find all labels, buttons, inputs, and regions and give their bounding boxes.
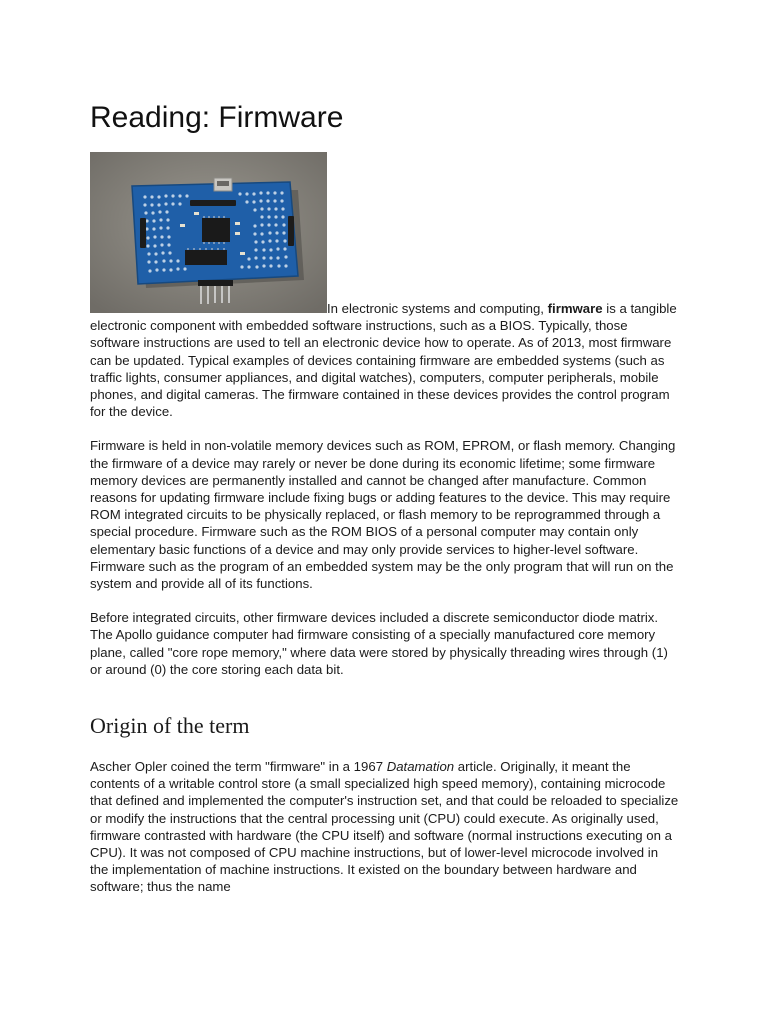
para1-post: is a tangible electronic component with embedded software instructions, such as a BIOS. Typically, those software instructions are used to tell an electronic device how to operate. As of 2013, most firmware can be updated. Typical examples of devices containing firmware are embedded systems (such as traffic lights, consumer appliances, and digital watches), computers, computer peripherals, mobile phones, and digital cameras. The firmware contained in these devices provides the control program for the device. xyxy=(90,301,677,420)
article-body xyxy=(90,96,680,913)
paragraph-history: Before integrated circuits, other firmware devices included a discrete semiconductor diode matrix. The Apollo guidance computer had firmware consisting of a specially manufactured core memory plane, called "core rope memory," where data were stored by physically threading wires through (1) or around (0) the core storing each data bit. xyxy=(90,610,668,677)
paragraph-origin xyxy=(90,758,680,896)
para1-pre: In electronic systems and computing, xyxy=(327,301,548,316)
para4-pre: Ascher Opler coined the term "firmware" in a 1967 xyxy=(90,759,387,775)
term-firmware: firmware xyxy=(547,301,603,316)
para4-post: article. Originally, it meant the contents of a writable control store (a small specialized high speed memory), containing microcode that defined and implemented the computer's instruction set, and that could be reloaded to specialize or modify the instructions that the central processing unit (CPU) could execute. As originally used, firmware contrasted with hardware (the CPU itself) and software (normal instructions executing on a CPU). It was not composed of CPU machine instructions, but of lower-level microcode involved in the implementation of machine instructions. It existed on the boundary between hardware and software; thus the name xyxy=(90,759,679,895)
section-heading: Origin of the term xyxy=(90,713,250,739)
page-title: Reading: Firmware xyxy=(90,101,344,134)
datamation-title: Datamation xyxy=(386,759,455,775)
paragraph-intro xyxy=(90,152,680,420)
paragraph-memory: Firmware is held in non-volatile memory devices such as ROM, EPROM, or flash memory. Changing the firmware of a device may rarely or never be done during its economic lifetime; some firmware memory devices are permanently installed and cannot be changed after manufacture. Common reasons for updating firmware include fixing bugs or adding features to the device. This may require ROM integrated circuits to be physically replaced, or flash memory to be reprogrammed through a special procedure. Firmware such as the ROM BIOS of a personal computer may contain only elementary basic functions of a device and may only provide services to higher-level software. Firmware such as the program of an embedded system may be the only program that will run on the system and provide all of its functions. xyxy=(90,438,676,592)
circuit-board-photo xyxy=(90,152,327,313)
